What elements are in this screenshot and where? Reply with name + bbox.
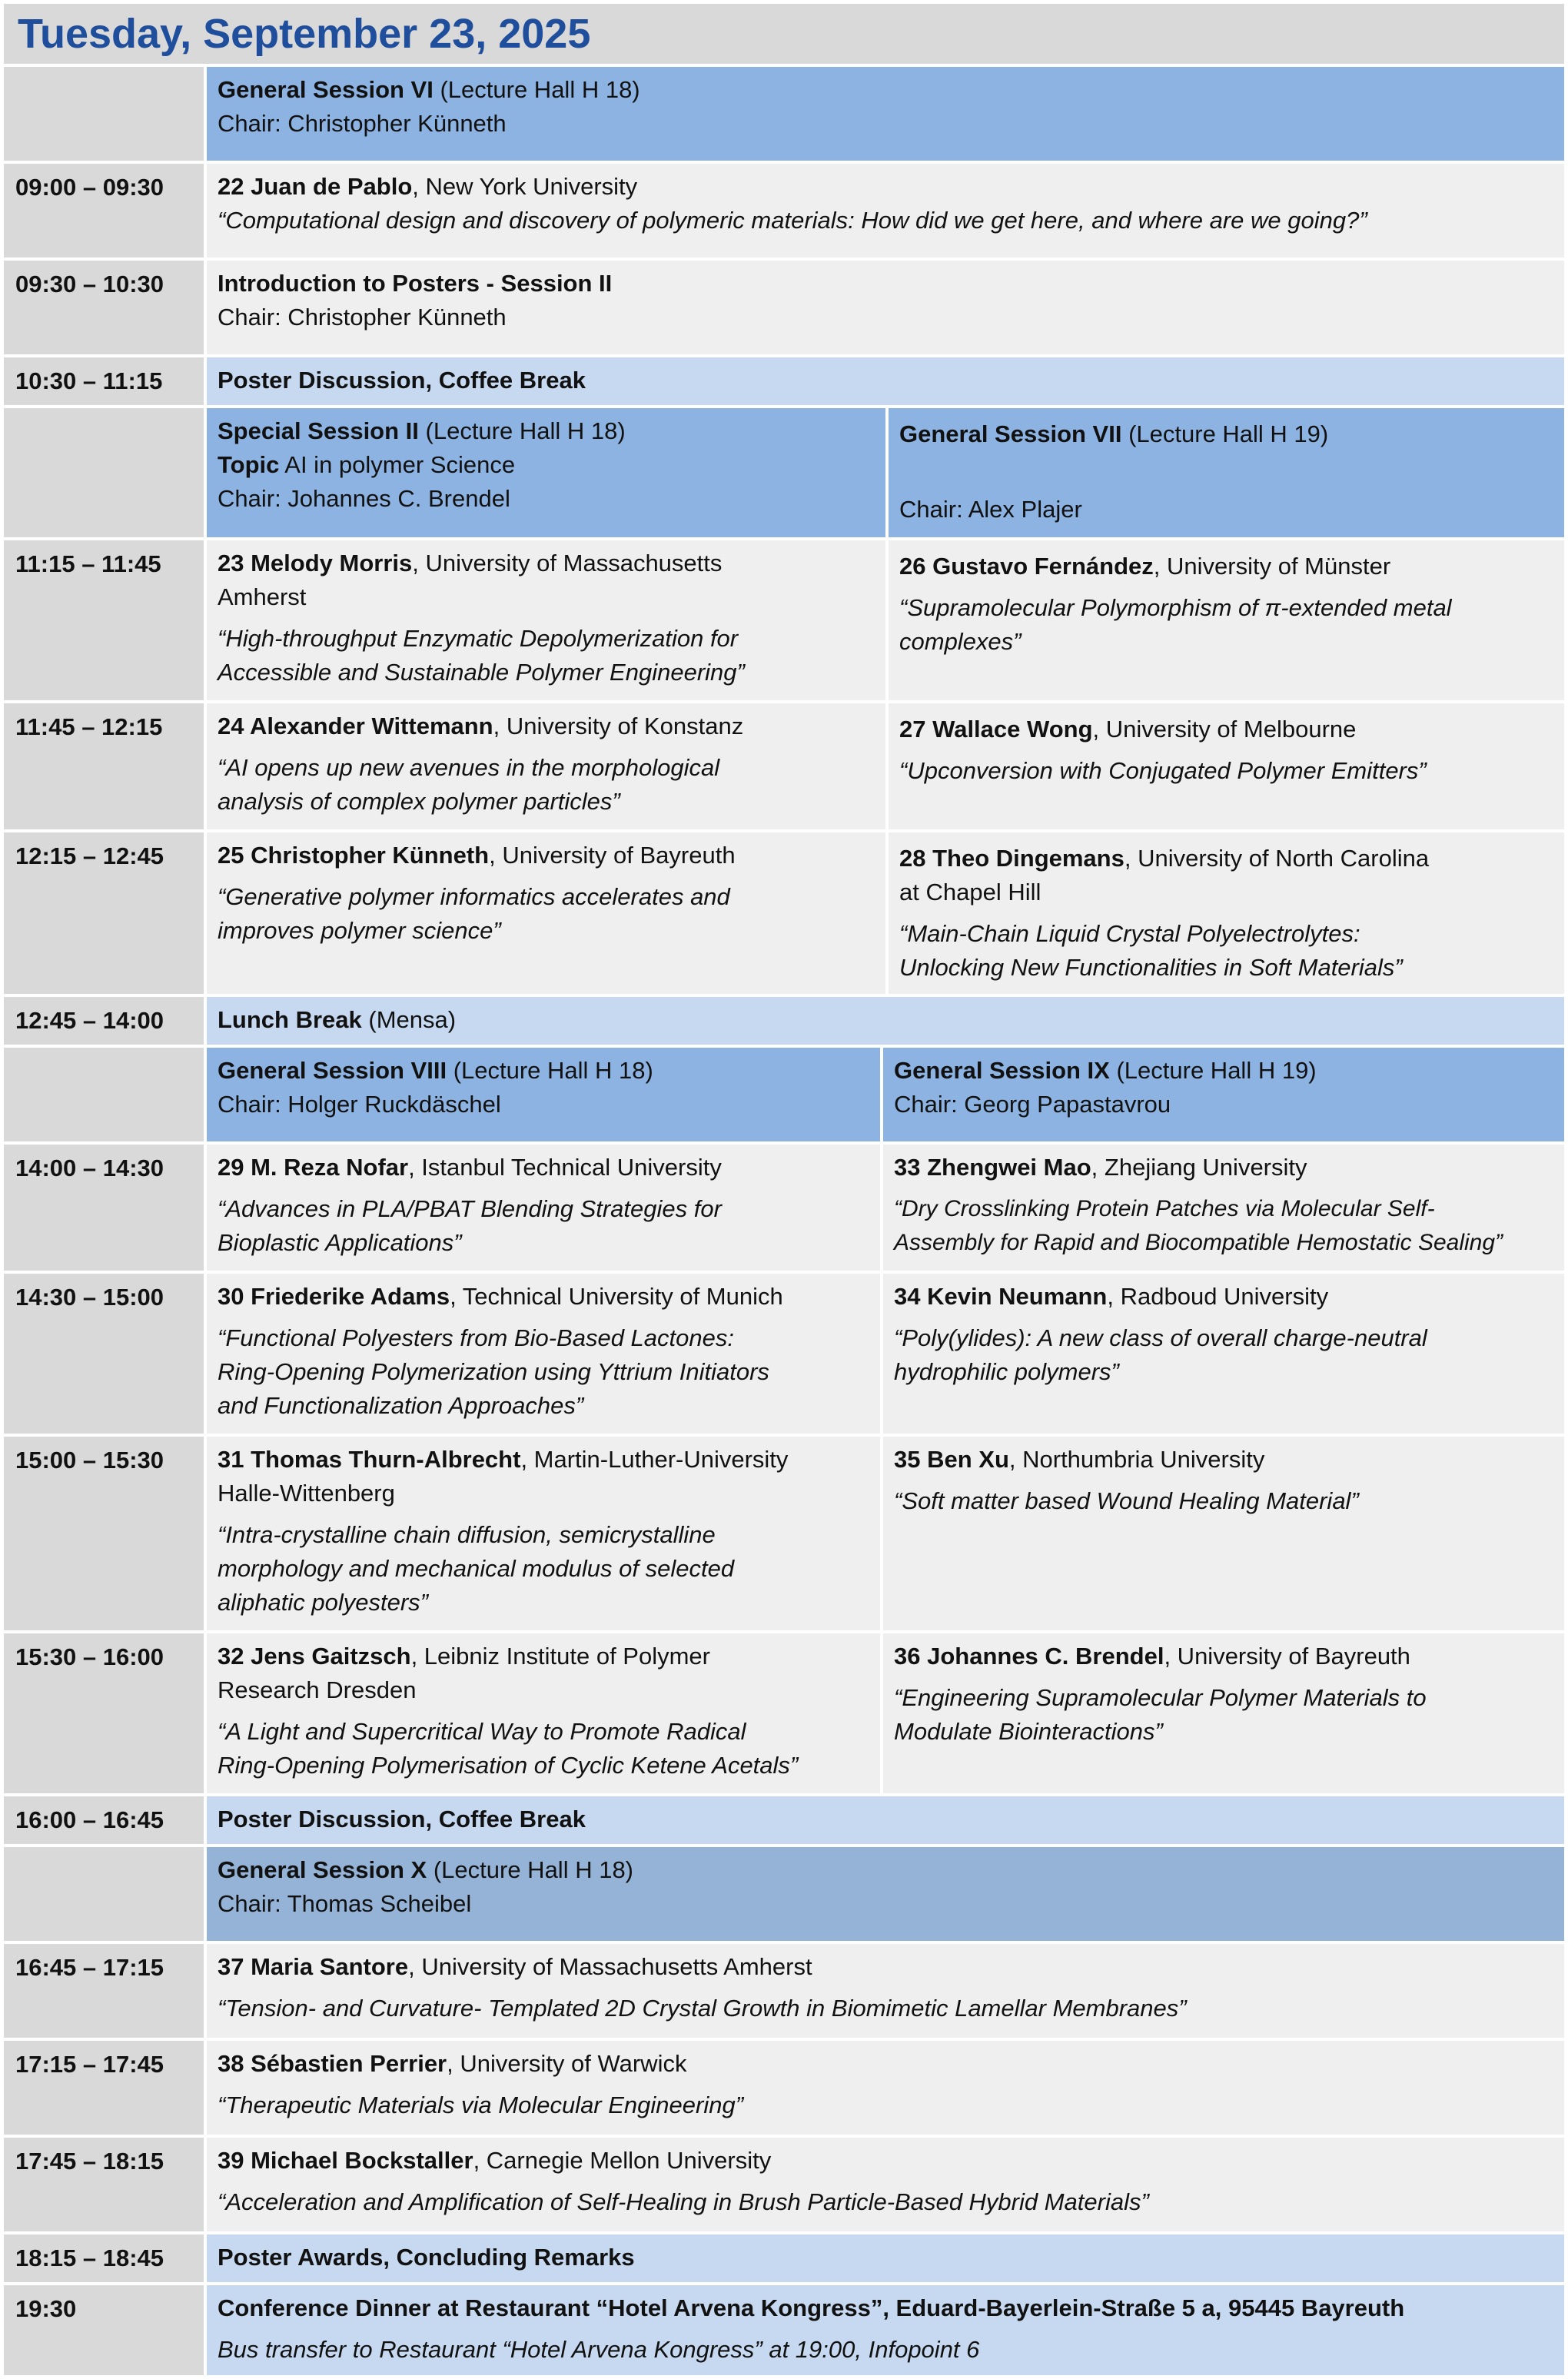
talk-title-line: “High-throughput Enzymatic Depolymerization for	[218, 625, 739, 652]
talk-title	[894, 1681, 1552, 1749]
break-label: Poster Discussion, Coffee Break	[218, 1806, 586, 1832]
talk-title: “Acceleration and Amplification of Self-Healing in Brush Particle-Based Hybrid Materials”	[218, 2188, 1149, 2215]
time-cell	[4, 2285, 204, 2375]
talk-title	[899, 917, 1552, 985]
talk-title-line: complexes”	[899, 628, 1022, 655]
time-cell	[4, 1274, 204, 1434]
session-header	[883, 1048, 1564, 1141]
speaker-name: 39 Michael Bockstaller	[218, 2147, 473, 2174]
speaker-name: 29 M. Reza Nofar	[218, 1154, 409, 1181]
dinner-label: Conference Dinner at Restaurant “Hotel Arvena Kongress”, Eduard-Bayerlein-Straße 5 a, 95445 Bayreuth	[218, 2294, 1405, 2321]
speaker-affiliation: , University of Bayreuth	[1164, 1643, 1410, 1670]
session-chair: Chair: Thomas Scheibel	[218, 1890, 472, 1917]
talk-cell	[207, 2138, 1564, 2231]
talk-title-line: “AI opens up new avenues in the morphological	[218, 754, 720, 781]
time-label: 09:30 – 10:30	[15, 271, 164, 297]
time-label: 11:45 – 12:15	[15, 713, 163, 740]
talk-cell	[889, 832, 1564, 994]
session-chair: Chair: Holger Ruckdäschel	[218, 1091, 501, 1118]
speaker-name: 38 Sébastien Perrier	[218, 2050, 447, 2077]
time-cell	[4, 1847, 204, 1941]
topic-label: Topic	[218, 451, 280, 478]
speaker-name: 22 Juan de Pablo	[218, 173, 413, 200]
speaker-affiliation: , Zhejiang University	[1091, 1154, 1307, 1181]
talk-cell	[883, 1437, 1564, 1630]
time-label: 16:45 – 17:15	[15, 1954, 164, 1981]
session-name: General Session VI	[218, 76, 434, 103]
speaker-affiliation: , University of Massachusetts	[412, 550, 723, 576]
event-cell	[207, 261, 1564, 354]
talk-title	[899, 754, 1552, 788]
speaker-affiliation: , Radboud University	[1107, 1283, 1329, 1310]
talk-title	[894, 1484, 1552, 1518]
time-cell	[4, 2041, 204, 2135]
session-room: (Lecture Hall H 19)	[1109, 1057, 1317, 1084]
talk-title-line: aliphatic polyesters”	[218, 1589, 428, 1616]
speaker-affiliation: , Carnegie Mellon University	[473, 2147, 772, 2174]
speaker-affiliation: , University of Bayreuth	[489, 842, 736, 869]
talk-title-line: Unlocking New Functionalities in Soft Materials”	[899, 954, 1403, 981]
talk-title-line: Bioplastic Applications”	[218, 1229, 462, 1256]
time-cell	[4, 67, 204, 161]
session-chair: Chair: Christopher Künneth	[218, 110, 507, 137]
talk-title-line: hydrophilic polymers”	[894, 1358, 1119, 1385]
time-cell	[4, 2234, 204, 2282]
session-room: (Lecture Hall H 18)	[433, 76, 640, 103]
speaker-name: 28 Theo Dingemans	[899, 845, 1125, 872]
talk-cell	[883, 1145, 1564, 1271]
break-label: Lunch Break	[218, 1006, 362, 1033]
time-label: 09:00 – 09:30	[15, 174, 164, 201]
talk-title-line: morphology and mechanical modulus of selected	[218, 1555, 735, 1582]
talk-title	[218, 751, 873, 819]
talk-cell	[889, 540, 1564, 700]
talk-cell	[207, 1274, 880, 1434]
time-label: 14:30 – 15:00	[15, 1284, 164, 1311]
speaker-affiliation: , University of Warwick	[447, 2050, 687, 2077]
talk-title: “Computational design and discovery of polymeric materials: How did we get here, and where are we going?”	[218, 207, 1367, 234]
time-label: 17:15 – 17:45	[15, 2051, 164, 2078]
session-header	[207, 408, 885, 537]
talk-title-line: “Upconversion with Conjugated Polymer Emitters”	[899, 757, 1427, 784]
session-header	[207, 1847, 1564, 1941]
session-header	[207, 67, 1564, 161]
session-name: Special Session II	[218, 417, 419, 444]
time-label: 11:15 – 11:45	[15, 550, 161, 577]
speaker-name: 37 Maria Santore	[218, 1953, 409, 1980]
time-cell	[4, 1437, 204, 1630]
talk-cell	[207, 832, 885, 994]
break-cell	[207, 357, 1564, 405]
speaker-name: 33 Zhengwei Mao	[894, 1154, 1091, 1181]
time-cell	[4, 703, 204, 829]
break-label: Poster Discussion, Coffee Break	[218, 367, 586, 394]
time-cell	[4, 408, 204, 537]
talk-title-line: “A Light and Supercritical Way to Promote Radical	[218, 1718, 746, 1745]
talk-title-line: “Engineering Supramolecular Polymer Materials to	[894, 1684, 1427, 1711]
time-cell	[4, 1048, 204, 1141]
break-cell	[207, 997, 1564, 1045]
talk-title-line: “Soft matter based Wound Healing Material”	[894, 1487, 1359, 1514]
time-label: 17:45 – 18:15	[15, 2148, 164, 2175]
speaker-affiliation-cont: Amherst	[218, 583, 307, 610]
talk-title	[218, 622, 873, 689]
time-label: 10:30 – 11:15	[15, 367, 163, 394]
talk-title-line: analysis of complex polymer particles”	[218, 788, 620, 815]
talk-title-line: “Functional Polyesters from Bio-Based Lactones:	[218, 1324, 734, 1351]
speaker-name: 24 Alexander Wittemann	[218, 713, 493, 739]
session-name: General Session VII	[899, 420, 1122, 447]
title-bar	[4, 4, 1564, 64]
talk-title-line: “Main-Chain Liquid Crystal Polyelectrolytes:	[899, 920, 1360, 947]
talk-cell	[889, 703, 1564, 829]
time-label: 18:15 – 18:45	[15, 2244, 164, 2271]
page-title: Tuesday, September 23, 2025	[18, 11, 591, 57]
talk-cell	[207, 540, 885, 700]
speaker-affiliation: , Northumbria University	[1008, 1446, 1265, 1473]
speaker-affiliation: , University of Melbourne	[1092, 716, 1357, 743]
speaker-affiliation-cont: at Chapel Hill	[899, 879, 1041, 905]
speaker-name: 32 Jens Gaitzsch	[218, 1643, 411, 1670]
talk-title	[899, 591, 1552, 659]
talk-title	[218, 1192, 868, 1260]
time-cell	[4, 997, 204, 1045]
bus-transfer-note: Bus transfer to Restaurant “Hotel Arvena Kongress” at 19:00, Infopoint 6	[218, 2336, 980, 2363]
talk-title-line: “Advances in PLA/PBAT Blending Strategies for	[218, 1195, 722, 1222]
talk-cell	[207, 1145, 880, 1271]
talk-title	[894, 1192, 1561, 1260]
speaker-name: 23 Melody Morris	[218, 550, 413, 576]
session-header	[889, 408, 1564, 537]
talk-title	[218, 1518, 868, 1620]
session-room: (Lecture Hall H 19)	[1121, 420, 1329, 447]
speaker-affiliation: , Martin-Luther-University	[520, 1446, 789, 1473]
speaker-name: 26 Gustavo Fernández	[899, 553, 1154, 580]
session-name: General Session IX	[894, 1057, 1110, 1084]
speaker-affiliation: , University of Konstanz	[493, 713, 744, 739]
session-name: General Session X	[218, 1856, 427, 1883]
speaker-affiliation-cont: Halle-Wittenberg	[218, 1480, 395, 1507]
talk-cell	[207, 1633, 880, 1793]
session-name: General Session VIII	[218, 1057, 447, 1084]
time-cell	[4, 357, 204, 405]
talk-cell	[883, 1633, 1564, 1793]
time-label: 14:00 – 14:30	[15, 1155, 164, 1181]
session-chair: Chair: Georg Papastavrou	[894, 1091, 1171, 1118]
talk-title-line: improves polymer science”	[218, 917, 501, 944]
session-room: (Lecture Hall H 18)	[427, 1856, 634, 1883]
time-cell	[4, 540, 204, 700]
time-label: 19:30	[15, 2295, 77, 2322]
time-cell	[4, 261, 204, 354]
talk-title-line: “Intra-crystalline chain diffusion, semicrystalline	[218, 1521, 716, 1548]
time-label: 15:00 – 15:30	[15, 1447, 164, 1474]
talk-title	[894, 1321, 1552, 1389]
dinner-cell	[207, 2285, 1564, 2375]
time-cell	[4, 832, 204, 994]
speaker-name: 25 Christopher Künneth	[218, 842, 490, 869]
break-cell	[207, 1796, 1564, 1844]
talk-cell	[207, 1944, 1564, 2038]
session-chair: Chair: Alex Plajer	[899, 496, 1082, 523]
talk-title-line: “Supramolecular Polymorphism of π-extended metal	[899, 594, 1452, 621]
event-name: Introduction to Posters - Session II	[218, 270, 613, 297]
speaker-name: 31 Thomas Thurn-Albrecht	[218, 1446, 521, 1473]
speaker-affiliation: , Leibniz Institute of Polymer	[410, 1643, 710, 1670]
session-room: (Lecture Hall H 18)	[447, 1057, 653, 1084]
time-cell	[4, 1633, 204, 1793]
session-chair: Chair: Johannes C. Brendel	[218, 485, 510, 512]
session-topic: AI in polymer Science	[279, 451, 516, 478]
time-cell	[4, 2138, 204, 2231]
talk-title-line: Accessible and Sustainable Polymer Engineering”	[218, 659, 745, 686]
speaker-affiliation: , Istanbul Technical University	[408, 1154, 722, 1181]
time-cell	[4, 1944, 204, 2038]
time-label: 12:15 – 12:45	[15, 842, 164, 869]
session-header	[207, 1048, 880, 1141]
time-label: 12:45 – 14:00	[15, 1007, 164, 1034]
speaker-affiliation: , University of Massachusetts Amherst	[408, 1953, 812, 1980]
talk-title-line: and Functionalization Approaches”	[218, 1392, 584, 1419]
speaker-affiliation: , Technical University of Munich	[450, 1283, 783, 1310]
session-room: (Lecture Hall H 18)	[418, 417, 626, 444]
time-label: 15:30 – 16:00	[15, 1643, 164, 1670]
talk-title-line: “Dry Crosslinking Protein Patches via Molecular Self-	[894, 1196, 1435, 1221]
break-location: (Mensa)	[361, 1006, 457, 1033]
talk-title: “Tension- and Curvature- Templated 2D Crystal Growth in Biomimetic Lamellar Membranes”	[218, 1995, 1187, 2022]
time-label: 16:00 – 16:45	[15, 1806, 164, 1833]
talk-cell	[207, 1437, 880, 1630]
talk-cell	[207, 164, 1564, 258]
talk-title: “Therapeutic Materials via Molecular Engineering”	[218, 2092, 744, 2118]
talk-title-line: Ring-Opening Polymerization using Yttrium Initiators	[218, 1358, 769, 1385]
speaker-name: 30 Friederike Adams	[218, 1283, 450, 1310]
talk-title	[218, 880, 873, 948]
event-chair: Chair: Christopher Künneth	[218, 304, 507, 331]
time-cell	[4, 1145, 204, 1271]
speaker-name: 35 Ben Xu	[894, 1446, 1009, 1473]
speaker-name: 34 Kevin Neumann	[894, 1283, 1108, 1310]
speaker-affiliation: , University of Münster	[1153, 553, 1391, 580]
talk-title-line: Assembly for Rapid and Biocompatible Hemostatic Sealing”	[894, 1230, 1503, 1255]
speaker-name: 27 Wallace Wong	[899, 716, 1093, 743]
speaker-affiliation-cont: Research Dresden	[218, 1676, 417, 1703]
speaker-affiliation: , University of North Carolina	[1124, 845, 1430, 872]
talk-title-line: Modulate Biointeractions”	[894, 1718, 1163, 1745]
talk-title-line: “Poly(ylides): A new class of overall charge-neutral	[894, 1324, 1427, 1351]
time-cell	[4, 164, 204, 258]
speaker-name: 36 Johannes C. Brendel	[894, 1643, 1164, 1670]
break-cell	[207, 2234, 1564, 2282]
talk-title-line: “Generative polymer informatics accelerates and	[218, 883, 730, 910]
talk-cell	[207, 2041, 1564, 2135]
talk-title	[218, 1321, 868, 1423]
speaker-affiliation: , New York University	[412, 173, 638, 200]
talk-title	[218, 1715, 868, 1783]
time-cell	[4, 1796, 204, 1844]
talk-cell	[883, 1274, 1564, 1434]
talk-title-line: Ring-Opening Polymerisation of Cyclic Ketene Acetals”	[218, 1752, 799, 1779]
talk-cell	[207, 703, 885, 829]
closing-label: Poster Awards, Concluding Remarks	[218, 2244, 635, 2271]
